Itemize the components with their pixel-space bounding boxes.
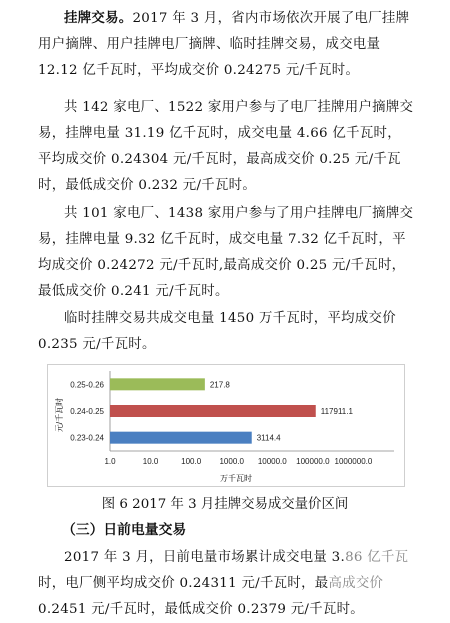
paragraph-user-listing-cont — [38, 227, 414, 305]
text-line: 用户摘牌、用户挂牌电厂摘牌、临时挂牌交易，成交电量 — [38, 37, 381, 52]
text-line: 易，挂牌电量 9.32 亿千瓦时，成交电量 7.32 亿千瓦时，平 — [38, 232, 406, 247]
paragraph-user-listing — [38, 201, 414, 227]
x-tick-label: 10.0 — [142, 457, 159, 466]
bar-chart — [48, 365, 404, 486]
bar-0.23-0.24 — [110, 432, 252, 444]
bar-0.25-0.26 — [110, 378, 205, 390]
text-line: 临时挂牌交易共成交电量 1450 万千瓦时，平均成交价 — [64, 311, 396, 326]
bar-0.24-0.25 — [110, 405, 316, 417]
text-line: 最低成交价 0.241 元/千瓦时。 — [38, 284, 229, 299]
text-line: 时，电厂侧平均成交价 0.24311 元/千瓦时，最 — [38, 576, 329, 591]
section-title: （三）日前电量交易 — [62, 522, 187, 538]
text-line-faded: 86 亿千瓦 — [345, 550, 409, 565]
y-axis-label: 元/千瓦时 — [55, 397, 64, 433]
paragraph-temporary-listing — [38, 306, 414, 332]
text-line: 12.12 亿千瓦时，平均成交价 0.24275 元/千瓦时。 — [38, 63, 360, 78]
paragraph-listing-trade — [38, 6, 414, 32]
paragraph-lead: 挂牌交易。 — [64, 11, 133, 26]
text-line: 易，挂牌电量 31.19 亿千瓦时，成交电量 4.66 亿千瓦时， — [38, 126, 401, 141]
text-line: 共 101 家电厂、1438 家用户参与了用户挂牌电厂摘牌交 — [64, 206, 414, 221]
text-line: 平均成交价 0.24304 元/千瓦时，最高成交价 0.25 元/千瓦 — [38, 152, 401, 167]
x-tick-label: 1000000.0 — [334, 457, 373, 466]
data-label: 117911.1 — [320, 407, 353, 416]
paragraph-listing-trade-cont — [38, 32, 414, 84]
x-tick-label: 100000.0 — [296, 457, 330, 466]
text-line: 2017 年 3 月，省内市场依次开展了电厂挂牌 — [132, 11, 410, 26]
x-axis-label: 万千瓦时 — [220, 474, 252, 483]
y-tick-label: 0.24-0.25 — [70, 407, 104, 416]
text-line: 时，最低成交价 0.232 元/千瓦时。 — [38, 178, 257, 193]
x-tick-label: 1000.0 — [219, 457, 244, 466]
x-tick-label: 10000.0 — [257, 457, 287, 466]
text-line: 2017 年 3 月，日前电量市场累计成交电量 3. — [64, 550, 346, 565]
paragraph-day-ahead-cont — [38, 571, 414, 623]
data-label: 3114.4 — [256, 433, 281, 443]
y-tick-label: 0.23-0.24 — [70, 433, 104, 443]
x-tick-label: 100.0 — [181, 457, 202, 466]
text-line: 0.2451 元/千瓦时，最低成交价 0.2379 元/千瓦时。 — [38, 602, 364, 617]
x-tick-label: 1.0 — [104, 457, 116, 466]
y-tick-label: 0.25-0.26 — [70, 380, 104, 390]
chart-container — [47, 364, 405, 487]
text-line: 均成交价 0.24272 元/千瓦时,最高成交价 0.25 元/千瓦时， — [38, 258, 406, 273]
paragraph-plant-listing — [38, 95, 414, 121]
text-line: 0.235 元/千瓦时。 — [38, 337, 156, 352]
paragraph-day-ahead — [38, 545, 414, 571]
text-line-faded: 高成交价 — [328, 576, 384, 591]
text-line: 共 142 家电厂、1522 家用户参与了电厂挂牌用户摘牌交 — [64, 100, 414, 115]
data-label: 217.8 — [209, 380, 230, 390]
paragraph-temporary-listing-cont — [38, 332, 414, 358]
figure-caption: 图 6 2017 年 3 月挂牌交易成交量价区间 — [101, 497, 349, 512]
paragraph-plant-listing-cont — [38, 121, 414, 199]
